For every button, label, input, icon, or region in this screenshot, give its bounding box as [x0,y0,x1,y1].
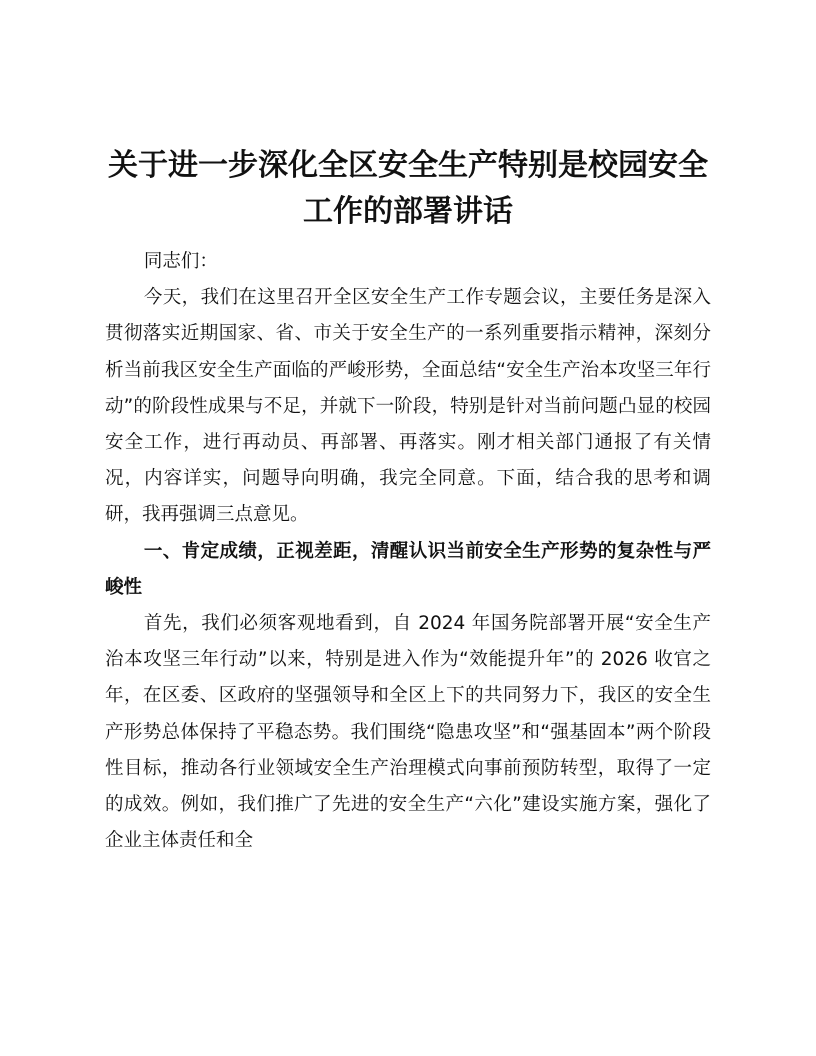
document-body [105,244,711,859]
paragraph-section-1: 首先，我们必须客观地看到，自 2024 年国务院部署开展“安全生产治本攻坚三年行动”以来，特别是进入作为“效能提升年”的 2026 收官之年，在区委、区政府的坚强领导和全区上下的共同努力下，我区的安全生产形势总体保持了平稳态势。我们围绕“隐患攻坚”和“强基固本”两个阶段性目标，推动各行业领域安全生产治理模式向事前预防转型，取得了一定的成效。例如，我们推广了先进的安全生产“六化”建设实施方案，强化了企业主体责任和全 [105,613,711,852]
paragraph-intro: 今天，我们在这里召开全区安全生产工作专题会议，主要任务是深入贯彻落实近期国家、省、市关于安全生产的一系列重要指示精神，深刻分析当前我区安全生产面临的严峻形势，全面总结“安全生产治本攻坚三年行动”的阶段性成果与不足，并就下一阶段，特别是针对当前问题凸显的校园安全工作，进行再动员、再部署、再落实。刚才相关部门通报了有关情况，内容详实，问题导向明确，我完全同意。下面，结合我的思考和调研，我再强调三点意见。 [105,287,711,526]
document-title: 关于进一步深化全区安全生产特别是校园安全工作的部署讲话 [108,148,708,229]
greeting: 同志们： [143,251,218,272]
section-heading-1: 一、肯定成绩，正视差距，清醒认识当前安全生产形势的复杂性与严峻性 [105,540,711,598]
